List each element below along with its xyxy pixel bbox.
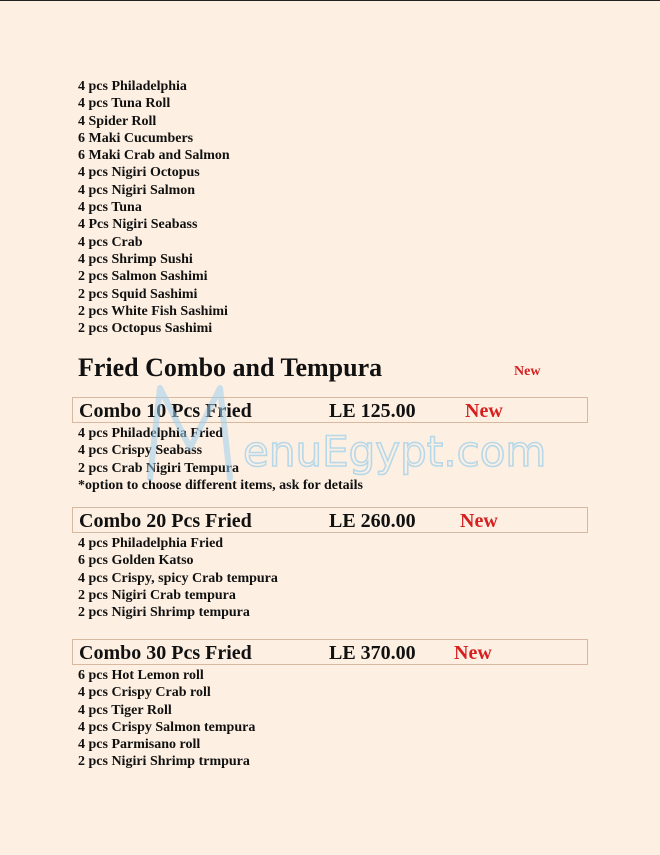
- combo-items-list: [78, 78, 230, 337]
- list-item: 4 pcs Philadelphia Fried: [78, 426, 224, 441]
- list-item: 4 pcs Crispy Seabass: [78, 443, 203, 459]
- list-item: 4 pcs Tiger Roll: [78, 702, 172, 718]
- combo-header: [72, 507, 588, 533]
- top-border-line: [0, 0, 660, 1]
- list-item: 2 pcs Crab Nigiri Tempura: [78, 460, 240, 476]
- list-item: 2 pcs Nigiri Shrimp tempura: [78, 605, 250, 621]
- list-item: 4 pcs Nigiri Salmon: [78, 182, 196, 198]
- list-item: 4 pcs Nigiri Octopus: [78, 165, 200, 181]
- list-item: 2 pcs Salmon Sashimi: [78, 269, 208, 285]
- list-item: 4 pcs Crispy Crab roll: [78, 685, 211, 701]
- section-new-badge: New: [514, 364, 541, 379]
- list-item: 4 pcs Crispy Salmon tempura: [78, 719, 256, 735]
- list-item: 4 pcs Parmisano roll: [78, 737, 201, 753]
- list-item: 4 pcs Shrimp Sushi: [78, 251, 193, 267]
- combo-name: Combo 30 Pcs Fried: [79, 642, 252, 664]
- list-item: 4 pcs Crab: [78, 234, 143, 250]
- new-badge: New: [454, 642, 492, 664]
- combo-price: LE 260.00: [329, 510, 416, 532]
- combo-items-list: [78, 535, 278, 621]
- list-item: *option to choose different items, ask for details: [78, 477, 363, 493]
- combo-name: Combo 10 Pcs Fried: [79, 400, 252, 422]
- list-item: 4 Spider Roll: [78, 113, 157, 129]
- list-item: 2 pcs White Fish Sashimi: [78, 303, 228, 319]
- combo-header: [72, 639, 588, 665]
- list-item: 4 pcs Tuna Roll: [78, 96, 171, 112]
- list-item: 6 Maki Crab and Salmon: [78, 148, 230, 164]
- new-badge: New: [460, 510, 498, 532]
- list-item: 6 pcs Golden Katso: [78, 553, 194, 569]
- combo-price: LE 370.00: [329, 642, 416, 664]
- list-item: 6 Maki Cucumbers: [78, 130, 194, 146]
- list-item: 2 pcs Octopus Sashimi: [78, 321, 213, 337]
- combo-header: [72, 397, 588, 423]
- combo-price: LE 125.00: [329, 400, 416, 422]
- combo-name: Combo 20 Pcs Fried: [79, 510, 252, 532]
- list-item: 2 pcs Squid Sashimi: [78, 286, 198, 302]
- watermark-text: enuEgypt.com: [243, 427, 547, 476]
- combo-items-list: [78, 425, 363, 494]
- list-item: 4 pcs Philadelphia: [78, 79, 187, 94]
- list-item: 6 pcs Hot Lemon roll: [78, 668, 204, 683]
- new-badge: New: [465, 400, 503, 422]
- combo-items-list: [78, 667, 255, 771]
- list-item: 4 Pcs Nigiri Seabass: [78, 217, 198, 233]
- list-item: 4 pcs Crispy, spicy Crab tempura: [78, 570, 278, 586]
- list-item: 2 pcs Nigiri Shrimp trmpura: [78, 754, 250, 770]
- list-item: 4 pcs Tuna: [78, 200, 142, 216]
- list-item: 4 pcs Philadelphia Fried: [78, 536, 224, 551]
- section-title: Fried Combo and Tempura: [78, 353, 383, 382]
- list-item: 2 pcs Nigiri Crab tempura: [78, 587, 236, 603]
